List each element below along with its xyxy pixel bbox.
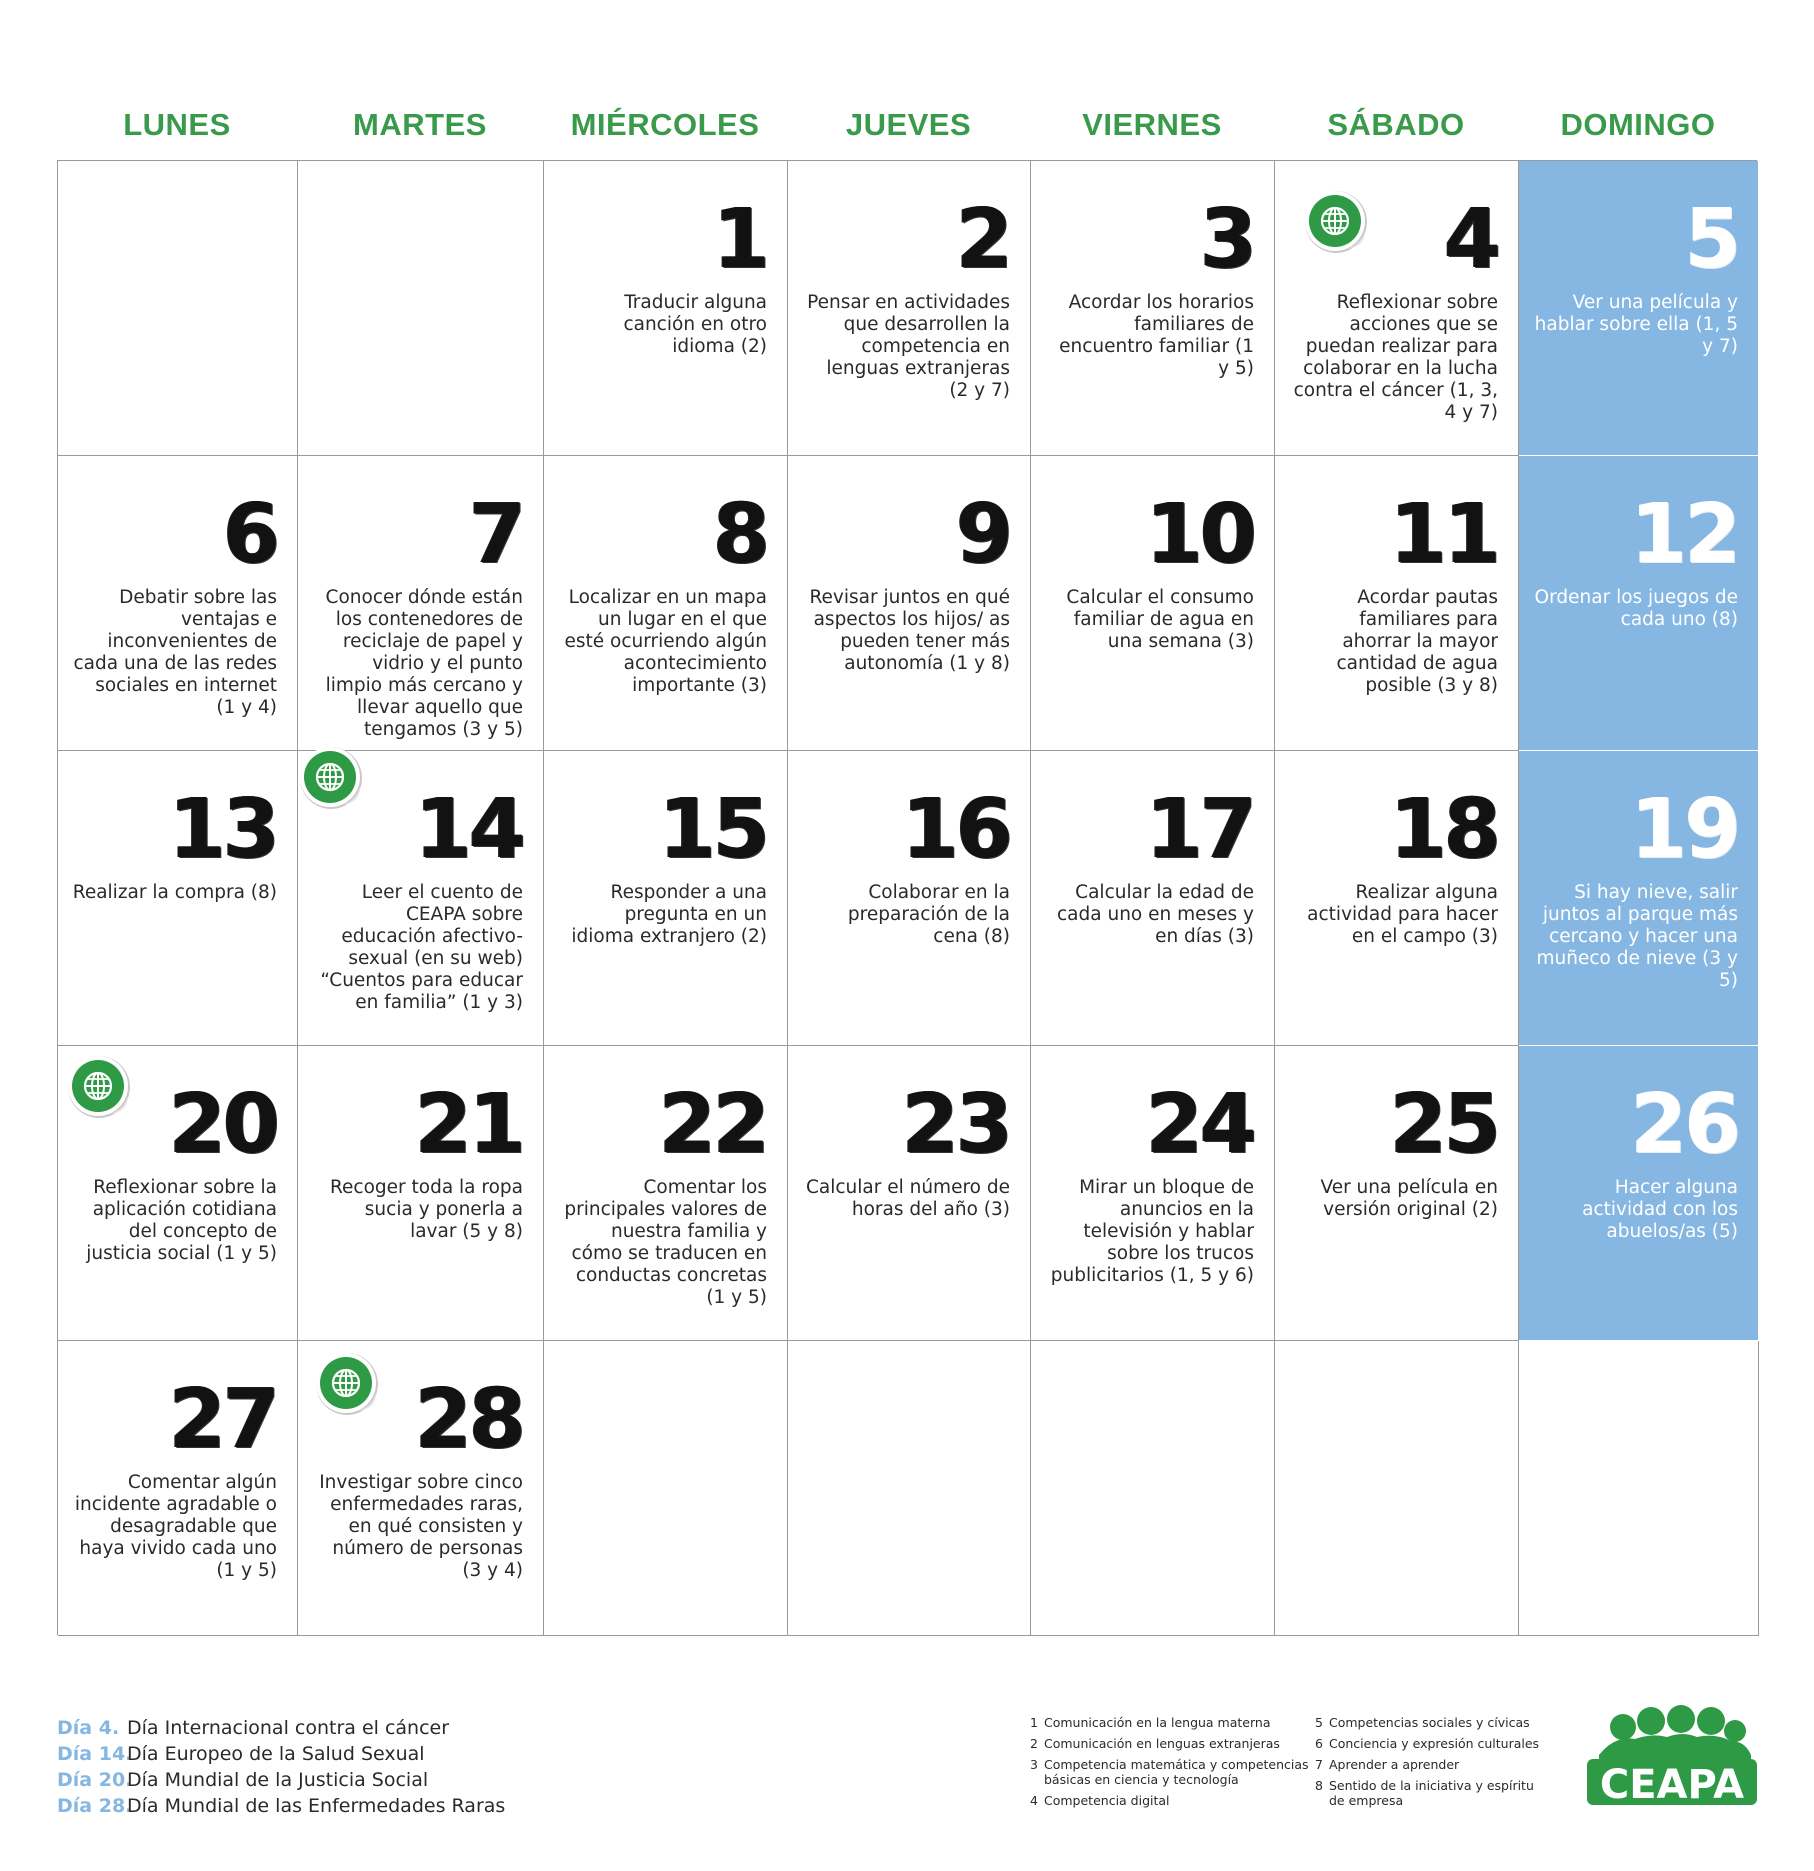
weekday-monday: LUNES: [123, 107, 231, 142]
day-activity: Reflexionar sobre acciones que se puedan realizar para colaborar en la lucha contra el cáncer (1, 3, 4 y 7): [1293, 292, 1498, 423]
special-day-key: Día 28.: [57, 1795, 133, 1817]
weekday-tuesday: MARTES: [353, 107, 487, 142]
calendar-day-14: [298, 751, 544, 1046]
day-activity: Revisar juntos en qué aspectos los hijos/ as pueden tener más autonomía (1 y 8): [809, 587, 1010, 674]
day-number: 3: [1199, 192, 1254, 287]
day-number: 18: [1389, 782, 1498, 877]
day-activity: Hacer alguna actividad con los abuelos/as (5): [1582, 1177, 1738, 1242]
legend-number: 7: [1315, 1757, 1323, 1772]
day-activity: Realizar alguna actividad para hacer en el campo (3): [1307, 882, 1498, 947]
globe-sticker-icon: [1303, 189, 1373, 259]
calendar-day-26: [1519, 1046, 1759, 1341]
day-number: 5: [1683, 192, 1738, 287]
calendar-day-27: [58, 1341, 298, 1636]
legend-text: Competencia digital: [1044, 1793, 1170, 1808]
calendar-day-16: [788, 751, 1031, 1046]
globe-sticker-icon: [298, 745, 368, 815]
calendar-day-21: [298, 1046, 544, 1341]
calendar-day-12: [1519, 456, 1759, 751]
special-day-key: Día 14.: [57, 1743, 133, 1765]
day-number: 20: [168, 1077, 277, 1172]
day-number: 9: [955, 487, 1010, 582]
day-activity: Traducir alguna canción en otro idioma (2): [623, 292, 767, 357]
calendar-day-8: [544, 456, 788, 751]
calendar-day-11: [1275, 456, 1519, 751]
calendar-day-13: [58, 751, 298, 1046]
special-day-item: [57, 1741, 757, 1767]
weekday-sunday: DOMINGO: [1560, 107, 1716, 142]
legend-item: [1315, 1757, 1550, 1772]
day-number: 1: [712, 192, 767, 287]
day-number: 8: [712, 487, 767, 582]
calendar-day-9: [788, 456, 1031, 751]
day-number: 22: [658, 1077, 767, 1172]
weekday-header: [57, 100, 1757, 150]
day-number: 11: [1389, 487, 1498, 582]
calendar-cell-empty: [298, 161, 544, 456]
day-number: 25: [1389, 1077, 1498, 1172]
ceapa-logo: [1585, 1705, 1760, 1810]
day-activity: Acordar los horarios familiares de encuentro familiar (1 y 5): [1059, 292, 1254, 379]
day-number: 19: [1629, 782, 1738, 877]
globe-sticker-icon: [314, 1351, 384, 1421]
day-number: 12: [1629, 487, 1738, 582]
day-activity: Pensar en actividades que desarrollen la competencia en lenguas extranjeras (2 y 7): [807, 292, 1010, 401]
legend-text: Sentido de la iniciativa y espíritu de empresa: [1329, 1778, 1534, 1808]
weekday-thursday: JUEVES: [845, 107, 972, 142]
day-activity: Investigar sobre cinco enfermedades raras, en qué consisten y número de personas (3 y 4): [319, 1472, 523, 1581]
weekday-saturday: SÁBADO: [1327, 107, 1465, 142]
legend-text: Comunicación en la lengua materna: [1044, 1715, 1271, 1730]
day-number: 2: [955, 192, 1010, 287]
legend-number: 1: [1030, 1715, 1038, 1730]
day-number: 10: [1145, 487, 1254, 582]
day-activity: Calcular el número de horas del año (3): [805, 1177, 1010, 1220]
calendar-day-18: [1275, 751, 1519, 1046]
calendar-day-19: [1519, 751, 1759, 1046]
calendar-day-17: [1031, 751, 1275, 1046]
legend-item: [1030, 1757, 1315, 1787]
day-number: 15: [658, 782, 767, 877]
calendar-day-3: [1031, 161, 1275, 456]
special-day-item: [57, 1715, 757, 1741]
calendar-day-20: [58, 1046, 298, 1341]
calendar-day-24: [1031, 1046, 1275, 1341]
day-number: 23: [901, 1077, 1010, 1172]
day-activity: Comentar los principales valores de nuestra familia y cómo se traducen en conductas concretas (1 y 5): [564, 1177, 767, 1308]
legend-text: Competencia matemática y competencias básicas en ciencia y tecnología: [1044, 1757, 1309, 1787]
legend-number: 8: [1315, 1778, 1323, 1793]
weekday-wednesday: MIÉRCOLES: [570, 107, 760, 142]
day-activity: Ordenar los juegos de cada uno (8): [1534, 587, 1738, 630]
logo-text: CEAPA: [1599, 1762, 1745, 1808]
legend-item: [1315, 1778, 1550, 1808]
day-number: 28: [414, 1372, 523, 1467]
special-day-text: Día Internacional contra el cáncer: [127, 1717, 450, 1739]
legend-text: Conciencia y expresión culturales: [1329, 1736, 1540, 1751]
calendar-grid: [57, 160, 1757, 1635]
day-activity: Colaborar en la preparación de la cena (8): [847, 882, 1010, 947]
legend-number: 2: [1030, 1736, 1038, 1751]
legend-column: [1315, 1715, 1550, 1808]
calendar-cell-empty: [544, 1341, 788, 1636]
legend-item: [1315, 1715, 1550, 1730]
legend-item: [1030, 1793, 1315, 1808]
day-number: 21: [414, 1077, 523, 1172]
legend-item: [1030, 1715, 1315, 1730]
legend-number: 6: [1315, 1736, 1323, 1751]
special-days-list: [57, 1715, 757, 1819]
calendar-day-10: [1031, 456, 1275, 751]
day-activity: Debatir sobre las ventajas e inconvenientes de cada una de las redes sociales en internet (1 y 4): [73, 587, 277, 718]
special-day-item: [57, 1767, 757, 1793]
calendar-day-1: [544, 161, 788, 456]
legend-item: [1315, 1736, 1550, 1751]
special-day-key: Día 20.: [57, 1769, 133, 1791]
special-day-text: Día Mundial de las Enfermedades Raras: [127, 1795, 506, 1817]
calendar-day-22: [544, 1046, 788, 1341]
legend-number: 5: [1315, 1715, 1323, 1730]
day-number: 14: [414, 782, 523, 877]
special-day-key: Día 4.: [57, 1717, 120, 1739]
special-day-item: [57, 1793, 757, 1819]
day-number: 6: [222, 487, 277, 582]
calendar-cell-empty: [788, 1341, 1031, 1636]
day-number: 24: [1145, 1077, 1254, 1172]
day-activity: Leer el cuento de CEAPA sobre educación afectivo-sexual (en su web) “Cuentos para educar en familia” (1 y 3): [320, 882, 523, 1013]
day-number: 27: [168, 1372, 277, 1467]
calendar-day-28: [298, 1341, 544, 1636]
special-day-text: Día Mundial de la Justicia Social: [127, 1769, 429, 1791]
day-activity: Ver una película y hablar sobre ella (1, 5 y 7): [1534, 292, 1738, 357]
day-activity: Comentar algún incidente agradable o desagradable que haya vivido cada uno (1 y 5): [74, 1472, 277, 1581]
day-activity: Calcular la edad de cada uno en meses y en días (3): [1057, 882, 1254, 947]
calendar-day-15: [544, 751, 788, 1046]
legend-text: Comunicación en lenguas extranjeras: [1044, 1736, 1280, 1751]
day-number: 7: [468, 487, 523, 582]
day-activity: Mirar un bloque de anuncios en la televisión y hablar sobre los trucos publicitarios (1, 5 y 6): [1050, 1177, 1254, 1286]
day-number: 4: [1443, 192, 1498, 287]
special-day-text: Día Europeo de la Salud Sexual: [127, 1743, 425, 1765]
day-activity: Reflexionar sobre la aplicación cotidiana del concepto de justicia social (1 y 5): [86, 1177, 277, 1264]
calendar-cell-empty: [1519, 1341, 1759, 1636]
calendar-day-2: [788, 161, 1031, 456]
day-activity: Acordar pautas familiares para ahorrar la mayor cantidad de agua posible (3 y 8): [1336, 587, 1498, 696]
calendar-day-5: [1519, 161, 1759, 456]
day-activity: Recoger toda la ropa sucia y ponerla a lavar (5 y 8): [330, 1177, 523, 1242]
legend-number: 3: [1030, 1757, 1038, 1772]
day-activity: Responder a una pregunta en un idioma extranjero (2): [571, 882, 767, 947]
calendar-cell-empty: [58, 161, 298, 456]
day-activity: Conocer dónde están los contenedores de reciclaje de papel y vidrio y el punto limpio más cercano y llevar aquello que tengamos (3 y 5): [325, 587, 523, 740]
day-activity: Ver una película en versión original (2): [1320, 1177, 1498, 1220]
day-number: 26: [1629, 1077, 1738, 1172]
day-number: 13: [168, 782, 277, 877]
day-number: 16: [901, 782, 1010, 877]
legend-number: 4: [1030, 1793, 1038, 1808]
calendar-day-23: [788, 1046, 1031, 1341]
day-activity: Calcular el consumo familiar de agua en una semana (3): [1066, 587, 1254, 652]
calendar-day-6: [58, 456, 298, 751]
legend-text: Competencias sociales y cívicas: [1329, 1715, 1530, 1730]
day-activity: Si hay nieve, salir juntos al parque más cercano y hacer una muñeco de nieve (3 y 5): [1536, 882, 1738, 991]
calendar-cell-empty: [1031, 1341, 1275, 1636]
legend-item: [1030, 1736, 1315, 1751]
calendar-day-7: [298, 456, 544, 751]
legend-text: Aprender a aprender: [1329, 1757, 1460, 1772]
calendar-cell-empty: [1275, 1341, 1519, 1636]
calendar-day-25: [1275, 1046, 1519, 1341]
day-activity: Realizar la compra (8): [72, 882, 277, 903]
day-activity: Localizar en un mapa un lugar en el que esté ocurriendo algún acontecimiento importante (3): [564, 587, 767, 696]
globe-sticker-icon: [66, 1054, 136, 1124]
legend-column: [1030, 1715, 1315, 1808]
calendar-day-4: [1275, 161, 1519, 456]
competencias-legend: [1030, 1715, 1550, 1808]
weekday-friday: VIERNES: [1082, 107, 1222, 142]
day-number: 17: [1145, 782, 1254, 877]
